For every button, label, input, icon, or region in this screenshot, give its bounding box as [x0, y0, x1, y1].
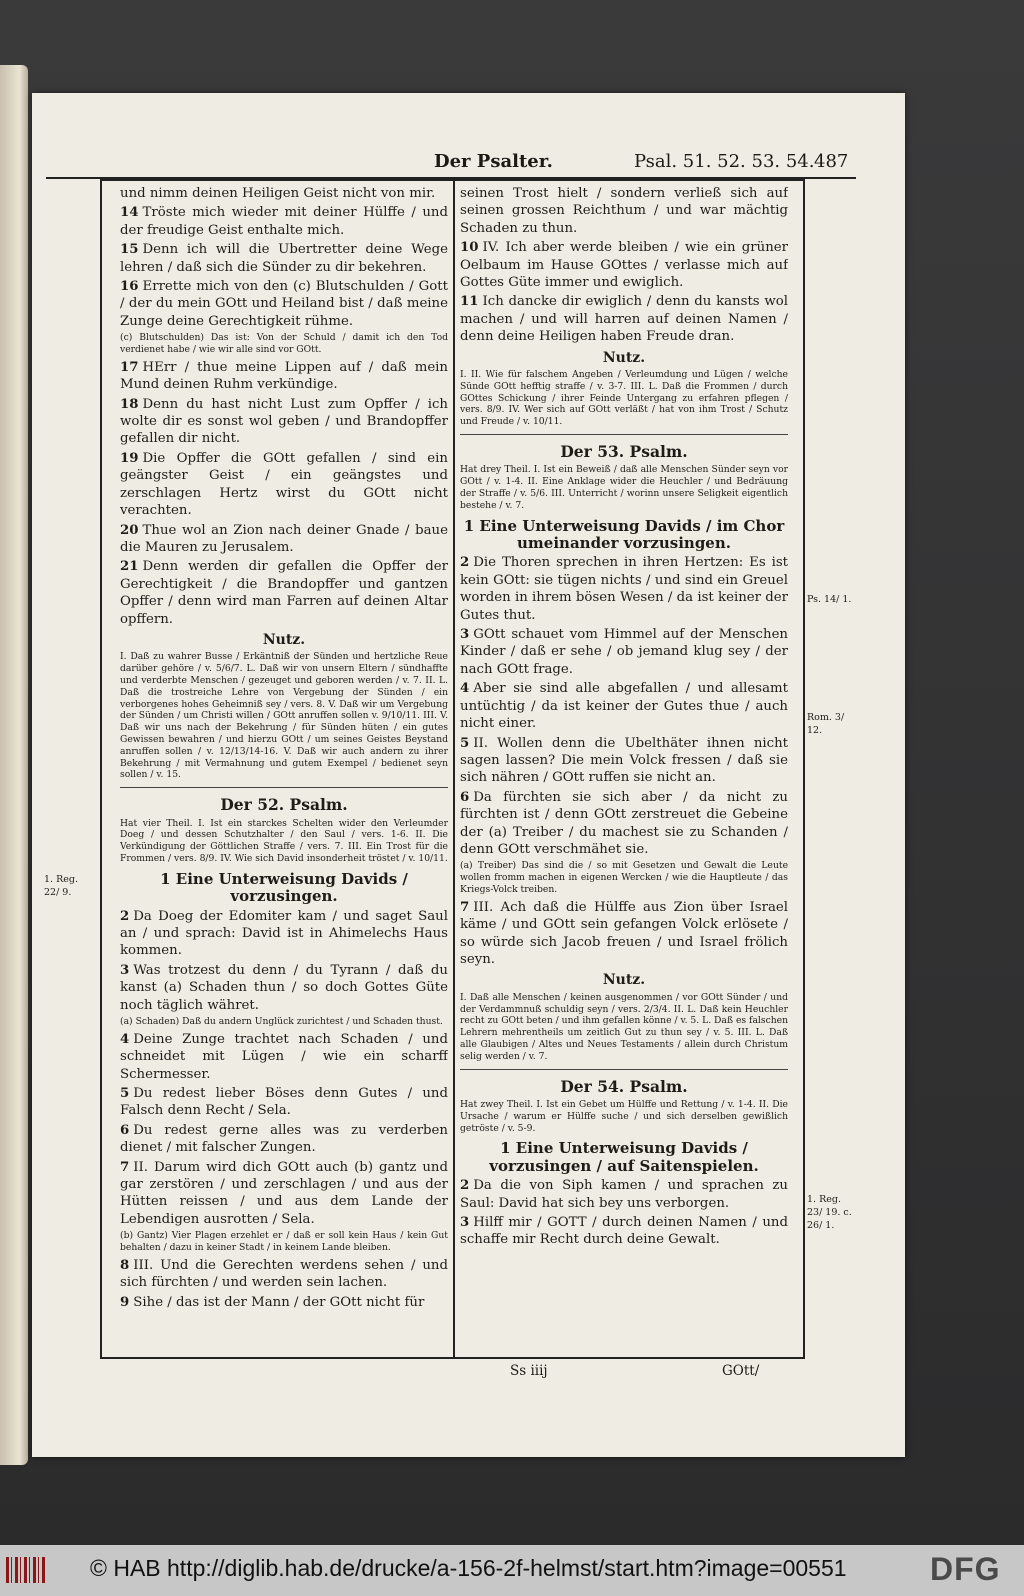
verse: [460, 735, 788, 787]
nutz-heading: Nutz.: [262, 631, 306, 648]
verse-text: Thue wol an Zion nach deiner Gnade / baue die Mauren zu Jerusalem.: [120, 522, 448, 555]
verse: [120, 1257, 448, 1292]
verse-number: 15: [120, 242, 139, 258]
verse: [120, 204, 448, 239]
psalm-53-intro: Hat drey Theil. I. Ist ein Beweiß / daß alle Menschen Sünder seyn vor GOtt / v. 1-4. II. Eine Anklage wider die Heuchler / und Bedräuung der Straffe / v. 5/6. III. Unterricht / worinn unsere Seligkeit eigentlich bestehe / v. 7.: [460, 464, 788, 511]
verse: [120, 558, 448, 628]
verse: [460, 185, 788, 237]
verse-number: 4: [120, 1031, 130, 1047]
verse-list-2: [120, 359, 448, 628]
verse-number: 6: [120, 1122, 130, 1138]
verse-text: Da fürchten sie sich aber / da nicht zu fürchten ist / denn GOtt zerstreuet die Gebeine der (a) Treiber / du machest sie zu Schanden / denn GOtt verschmähet sie.: [460, 789, 788, 857]
verse-text: und nimm deinen Heiligen Geist nicht von mir.: [120, 186, 436, 201]
verse-list-3: [460, 899, 788, 969]
verse-list-5: [120, 1257, 448, 1311]
adjacent-page-edge: [0, 65, 28, 1465]
verse: [120, 1294, 448, 1311]
nutz-heading: Nutz.: [602, 349, 646, 366]
heading-text: Eine Unterweisung Davids / im Chor umeinander vorzusingen.: [479, 516, 785, 553]
verse-list-4: [460, 1177, 788, 1249]
verse: [120, 450, 448, 520]
verse-text: III. Und die Gerechten werdens sehen / und sich fürchten / und werden sein lachen.: [120, 1257, 448, 1291]
verse-text: HErr / thue meine Lippen auf / daß mein Mund deinen Ruhm verkündige.: [120, 359, 448, 393]
verse-number: 3: [120, 962, 130, 978]
verse-number: 19: [120, 450, 139, 466]
footer-bar: [0, 1545, 1024, 1596]
verse: [120, 908, 448, 960]
column-divider: [453, 179, 455, 1359]
psalm-53-title: Der 53. Psalm.: [560, 442, 688, 462]
verse-text: Denn werden dir gefallen die Opffer der Gerechtigkeit / die Brandopffer und gantzen Opffer / denn wird man Farren auf deinen Altar opffern.: [120, 559, 448, 627]
left-column: [120, 185, 448, 1345]
verse-text: Du redest gerne alles was zu verderben dienet / mit falscher Zungen.: [120, 1122, 448, 1156]
verse: [120, 185, 448, 202]
psalm-52-heading: [120, 871, 448, 906]
verse-number: 4: [460, 681, 470, 697]
verse: [460, 239, 788, 291]
verse-number: 18: [120, 396, 139, 412]
margin-reference: Rom. 3/ 12.: [807, 712, 845, 736]
nutz-text: I. II. Wie für falschem Angeben / Verleumdung und Lügen / welche Sünde GOtt hefftig straffe / v. 3-7. III. L. Daß die Frommen / durch GOttes Schickung / ihrer Feinde Untergang zu erfahren pflegen / vers. 8/9. IV. Wer sich auf GOtt verläßt / hat von ihm Trost / Schutz und Freude / v. 10/11.: [460, 369, 788, 428]
verse: [120, 359, 448, 394]
barcode-icon: [6, 1557, 46, 1583]
verse-number: 3: [460, 627, 470, 643]
verse-number: 2: [460, 555, 470, 571]
source-url[interactable]: © HAB http://diglib.hab.de/drucke/a-156-2f-helmst/start.htm?image=00551: [90, 1555, 847, 1581]
section-rule: [460, 1069, 788, 1070]
verse: [120, 522, 448, 557]
verse-list-1: [460, 185, 788, 346]
section-rule: [120, 787, 448, 788]
verse-list-4: [120, 1031, 448, 1228]
verse-text: Aber sie sind alle abgefallen / und allesamt untüchtig / da ist keiner der Gutes thue / auch nicht einer.: [460, 681, 788, 732]
page-title: Der Psalter.: [434, 151, 553, 172]
footnote: (b) Gantz) Vier Plagen erzehlet er / daß er soll kein Haus / kein Gut behalten / dazu in keiner Stadt / in keinem Lande bleiben.: [120, 1230, 448, 1254]
verse: [460, 899, 788, 969]
verse-number: 1: [500, 1139, 511, 1158]
verse-text: Da Doeg der Edomiter kam / und saget Saul an / und sprach: David ist in Ahimelechs Haus kommen.: [120, 908, 448, 959]
heading-text: Eine Unterweisung Davids / vorzusingen.: [175, 869, 408, 906]
verse-text: Da die von Siph kamen / und sprachen zu Saul: David hat sich bey uns verborgen.: [460, 1178, 788, 1211]
verse-list-2: [460, 554, 788, 858]
verse: [120, 1122, 448, 1157]
verse-number: 10: [460, 240, 479, 256]
verse-number: 7: [460, 899, 470, 915]
verse-number: 7: [120, 1159, 130, 1175]
verse-number: 20: [120, 522, 139, 538]
verse: [120, 1159, 448, 1229]
verse-text: Hilff mir / GOTT / durch deinen Namen / und schaffe mir Recht durch deine Gewalt.: [460, 1214, 788, 1248]
verse-text: Was trotzest du denn / du Tyrann / daß du kanst (a) Schaden thun / so doch Gottes Güte noch täglich währet.: [120, 962, 448, 1013]
verse-number: 21: [120, 559, 139, 575]
heading-text: Eine Unterweisung Davids / vorzusingen / auf Saitenspielen.: [489, 1139, 759, 1175]
footnote: (a) Schaden) Daß du andern Unglück zurichtest / und Schaden thust.: [120, 1015, 443, 1027]
verse: [120, 962, 448, 1014]
verse-number: 2: [460, 1178, 470, 1194]
verse-number: 6: [460, 789, 470, 805]
verse: [460, 554, 788, 624]
verse-text: Ich dancke dir ewiglich / denn du kansts wol machen / und will harren auf deinen Namen / denn deine Heiligen haben Freude dran.: [460, 294, 788, 345]
verse-text: Denn du hast nicht Lust zum Opffer / ich wolte dir es sonst wol geben / und Brandopffer gefallen dir nicht.: [120, 396, 448, 447]
verse: [120, 1031, 448, 1083]
verse-text: Deine Zunge trachtet nach Schaden / und schneidet mit Lügen / wie ein scharff Schermesser.: [120, 1031, 448, 1082]
book-page: [32, 93, 905, 1457]
verse-number: 1: [160, 869, 171, 888]
nutz-text: I. Daß zu wahrer Busse / Erkäntniß der Sünden und hertzliche Reue darüber gehöre / v. 5/6/7. L. Daß wir von unsern Eltern / sündhaffte und verderbte Menschen / gezeuget und geboren werden / v. 7. II. L. Daß die trostreiche Lehre von Vergebung der Sünden / ein verborgenes hohes Geheimniß sey / vers. 8. V. Daß wir um Vergebung der Sünden / um Christi willen / GOtt anruffen sollen v. 9/10/11. III. V. Daß wir uns nach der Bekehrung / für Sünden hüten / ein gutes Gewissen bewahren / und hierzu GOtt / um seines Geistes Beystand anruffen sollen / v. 12/13/14-16. V. Daß wir auch andern zu ihrer Bekehrung / mit Vermahnung und gutem Exempel / bedienet seyn sollen / v. 15.: [120, 651, 448, 781]
psalm-54-heading: [460, 1140, 788, 1175]
margin-reference: 1. Reg. 23/ 19. c. 26/ 1.: [807, 1194, 852, 1231]
nutz-heading: Nutz.: [602, 972, 646, 989]
verse: [120, 241, 448, 276]
verse-text: seinen Trost hielt / sondern verließ sich auf seinen grossen Reichthum / und war mächtig Schaden zu thun.: [460, 186, 788, 236]
verse-number: 3: [460, 1214, 470, 1230]
verse-text: IV. Ich aber werde bleiben / wie ein grüner Oelbaum im Hause GOttes / verlasse mich auf Gottes Güte immer und ewiglich.: [460, 240, 788, 291]
signature-mark: Ss iiij: [510, 1363, 548, 1379]
catchword: GOtt/: [722, 1363, 760, 1379]
verse-text: III. Ach daß die Hülffe aus Zion über Israel käme / und GOtt sein gefangen Volck erlösete / so würde sich Jacob freuen / und Israel frölich seyn.: [460, 899, 788, 967]
verse-text: Die Opffer die GOtt gefallen / sind ein geängster Geist / ein geängstes und zerschlagen Hertz wirst du GOtt nicht verachten.: [120, 450, 448, 519]
psalm-54-title: Der 54. Psalm.: [560, 1076, 688, 1096]
psalm-reference: Psal. 51. 52. 53. 54.: [634, 151, 815, 172]
verse: [120, 1085, 448, 1120]
verse-text: Sihe / das ist der Mann / der GOtt nicht für: [133, 1294, 425, 1310]
verse: [460, 293, 788, 345]
verse-number: 8: [120, 1257, 130, 1273]
verse-text: Du redest lieber Böses denn Gutes / und Falsch denn Recht / Sela.: [120, 1085, 448, 1119]
running-header: [46, 151, 856, 179]
right-column: [460, 185, 788, 1345]
psalm-52-title: Der 52. Psalm.: [220, 795, 348, 815]
verse-number: 5: [460, 735, 470, 751]
verse-text: Denn ich will die Ubertretter deine Wege lehren / daß sich die Sünder zu dir bekehren.: [120, 242, 448, 275]
nutz-text: I. Daß alle Menschen / keinen ausgenommen / vor GOtt Sünder / und der Verdammnuß schuldig seyn / vers. 2/3/4. II. L. Daß kein Heuchler recht zu GOtt beten / und ihm gefallen könne / v. 5. L. Daß es falschen Lehrern mehrentheils um zeitlich Gut zu thun sey / v. 5. III. L. Daß alle Glaubigen / Altes und Neues Testaments / allein durch Christum selig werden / v. 7.: [460, 991, 788, 1062]
verse-number: 14: [120, 205, 139, 221]
footnote: (a) Treiber) Das sind die / so mit Gesetzen und Gewalt die Leute wollen fromm machen in eigenen Wercken / wie die Hauptleute / das Kriegs-Volck treiben.: [460, 860, 788, 895]
verse-text: Tröste mich wieder mit deiner Hülffe / und der freudige Geist enthalte mich.: [120, 205, 448, 238]
verse-list-3: [120, 908, 448, 1014]
verse: [460, 789, 788, 859]
verse-text: GOtt schauet vom Himmel auf der Menschen Kinder / daß er sehe / ob jemand klug sey / der nach GOtt frage.: [460, 627, 788, 677]
margin-reference: 1. Reg. 22/ 9.: [44, 874, 78, 898]
verse-text: II. Darum wird dich GOtt auch (b) gantz und gar zerstören / und zerschlagen / und aus der Hütten reissen / und aus dem Lande der Lebendigen ausrotten / Sela.: [120, 1159, 448, 1227]
verse-number: 1: [463, 516, 475, 535]
footnote: (c) Blutschulden) Das ist: Von der Schuld / damit ich den Tod verdienet habe / wie wir alle sind vor GOtt.: [120, 332, 448, 356]
verse: [460, 1214, 788, 1249]
dfg-logo: DFG: [930, 1551, 1001, 1587]
psalm-54-intro: Hat zwey Theil. I. Ist ein Gebet um Hülffe und Rettung / v. 1-4. II. Die Ursache / warum er Hülffe suche / und sich derselben gewißlich getröste / v. 5-9.: [460, 1098, 788, 1134]
psalm-53-heading: [460, 518, 788, 553]
verse-number: 9: [120, 1294, 130, 1310]
verse: [460, 626, 788, 678]
verse-number: 2: [120, 908, 130, 924]
verse: [120, 396, 448, 448]
verse-text: Errette mich von den (c) Blutschulden / Gott / der du mein GOtt und Heiland bist / daß meine Zunge deine Gerechtigkeit rühme.: [120, 279, 448, 329]
margin-reference: Ps. 14/ 1.: [807, 594, 852, 605]
page-number: 487: [814, 151, 849, 172]
verse: [120, 278, 448, 330]
verse-text: II. Wollen denn die Ubelthäter ihnen nicht sagen lassen? Die mein Volck fressen / daß sie sich nähren / GOtt ruffen sie nicht an.: [460, 735, 788, 786]
psalm-52-intro: Hat vier Theil. I. Ist ein starckes Schelten wider den Verleumder Doeg / und dessen Schutzhalter / den Saul / vers. 1-6. II. Die Verkündigung der Göttlichen Straffe / vers. 7. III. Ein Trost für die Frommen / vers. 8/9. IV. Wie sich David insonderheit tröstet / v. 10/11.: [120, 817, 448, 864]
verse-number: 11: [460, 294, 479, 310]
verse-list-1: [120, 185, 448, 330]
verse-text: Die Thoren sprechen in ihren Hertzen: Es ist kein GOtt: sie tügen nichts / und sind ein Greuel worden in ihrem bösen Wesen / da ist keiner der Gutes thut.: [460, 555, 788, 623]
section-rule: [460, 434, 788, 435]
verse-number: 5: [120, 1085, 130, 1101]
verse-number: 17: [120, 359, 139, 375]
verse: [460, 1177, 788, 1212]
verse: [460, 680, 788, 732]
verse-number: 16: [120, 279, 139, 295]
